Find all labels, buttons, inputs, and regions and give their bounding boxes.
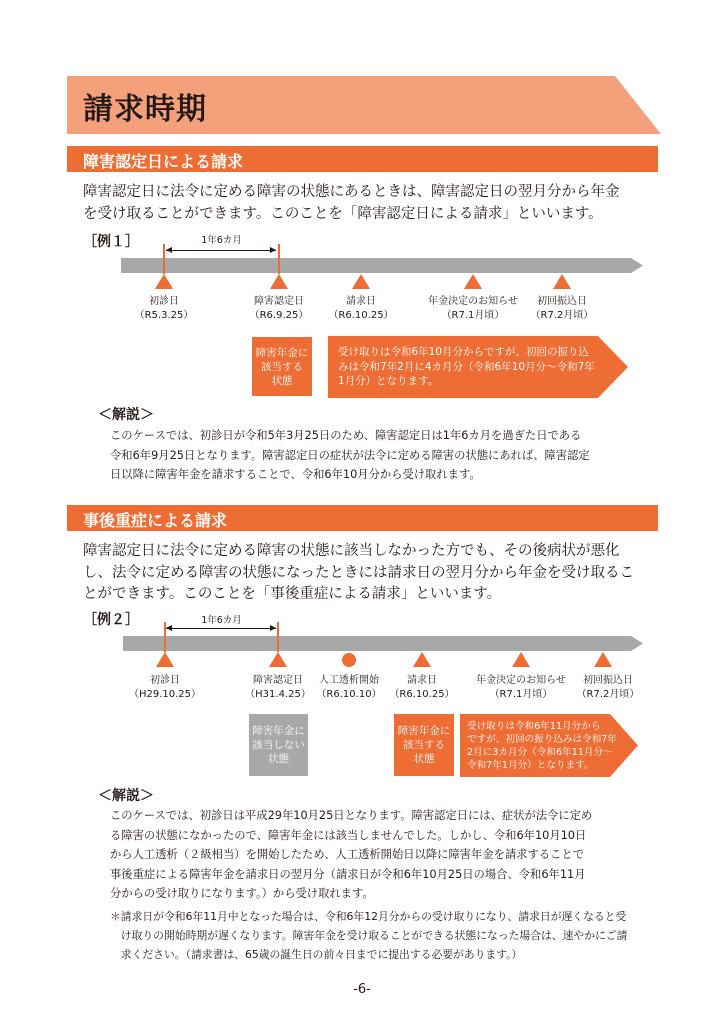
example1-start-tick [163, 244, 165, 274]
marker-triangle [270, 274, 288, 289]
marker-triangle [553, 274, 571, 289]
timeline-point-label: 初回振込日 （R7.2月頃） [530, 296, 594, 321]
example2-end-tick [277, 622, 279, 652]
section1-heading: 障害認定日による請求 [83, 152, 244, 171]
timeline-point-label: 人工透析開始 （R6.10.10） [316, 675, 382, 700]
example1-end-tick [278, 244, 280, 274]
section2-heading: 事後重症による請求 [83, 511, 228, 530]
marker-triangle [594, 652, 612, 667]
marker-triangle [413, 652, 431, 667]
example2-payment-arrow: 受け取りは令和6年11月分から ですが、初回の振り込みは令和7年 2月に3カ月分（令和6年11月分～ 令和7年1月分）となります。 [460, 714, 638, 777]
timeline-point-label: 請求日 （R6.10.25） [328, 296, 394, 321]
timeline-point-label: 初診日 （H29.10.25） [128, 675, 202, 700]
timeline-point-label: 障害認定日 （H31.4.25） [245, 675, 311, 700]
section2-intro-line: 障害認定日に法令に定める障害の状態に該当しなかった方でも、その後病状が悪化 [83, 543, 620, 559]
section2-intro [83, 541, 634, 606]
marker-triangle [155, 274, 173, 289]
section2-intro-line: とができます。このことを「事後重症による請求」といいます。 [83, 586, 502, 602]
section2-heading-bar [67, 505, 658, 531]
timeline-point-label: 年金決定のお知らせ （R7.1月頃） [476, 675, 566, 700]
marker-triangle [464, 274, 482, 289]
section2-intro-line: し、法令に定める障害の状態になったときには請求日の翌月分から年金を受け取るこ [83, 564, 634, 581]
status-box-not-eligible: 障害年金に 該当しない 状態 [249, 714, 308, 776]
example2-span-arrow [166, 628, 276, 629]
explanation1-text: このケースでは、初診日が令和5年3月25日のため、障害認定日は1年6カ月を過ぎた日である 令和6年9月25日となります。障害認定日の症状が法令に定める障害の状態にあれば、障害認定 日以降に障害年金を請求することで、令和6年10月分から受け取れます。 [110, 429, 590, 481]
timeline-point-label: 障害認定日 （R6.9.25） [249, 296, 309, 321]
marker-circle [342, 653, 356, 667]
footnote: ＊請求日が令和6年11月中となった場合は、令和6年12月分からの受け取りになり、請求日が遅くなると受 け取りの開始時期が遅くなります。障害年金を受け取ることができる状態になった場合は、速やかにご請 求ください。（請求書は、65歳の誕生日の前々日までに提出する必要があります。） [110, 910, 628, 961]
timeline-point-label: 請求日 （R6.10.25） [389, 675, 455, 700]
timeline-point-label: 年金決定のお知らせ （R7.1月頃） [428, 296, 518, 321]
section1-heading-bar [67, 146, 658, 172]
example1-payment-arrow: 受け取りは令和6年10月分からですが、初回の振り込 みは令和7年2月に4カ月分（令和6年10月分～令和7年 1月分）となります。 [328, 336, 628, 398]
timeline-point-label: 初診日 （R5.3.25） [134, 296, 194, 321]
example1-span-label: 1年6カ月 [201, 235, 242, 246]
section1-intro [83, 182, 620, 225]
explanation2-heading: ＜解説＞ [98, 788, 154, 804]
marker-triangle [269, 652, 287, 667]
example1-span-arrow [166, 250, 276, 251]
explanation1-heading: ＜解説＞ [98, 407, 154, 423]
section1-intro-line: 障害認定日に法令に定める障害の状態にあるときは、障害認定日の翌月分から年金 [83, 184, 620, 200]
example1-label: ［例１］ [83, 234, 139, 250]
example1-timeline-bar [121, 258, 643, 273]
explanation2-text: このケースでは、初診日は平成29年10月25日となります。障害認定日には、症状が法令に定め る障害の状態になかったので、障害年金には該当しませんでした。しかし、令和6年10月10日 から人工透析（２級相当）を開始したため、人工透析開始日以降に障害年金を請求することで 事後重症による障害年金を請求日の翌月分（請求日が令和6年10月25日の場合、令和6年11月 分からの受け取りになります。）から受け取れます。 [110, 809, 593, 900]
marker-triangle [156, 652, 174, 667]
status-box-eligible: 障害年金に 該当する 状態 [394, 714, 454, 776]
section1-intro-line: を受け取ることができます。このことを「障害認定日による請求」といいます。 [83, 205, 603, 222]
marker-triangle [512, 652, 530, 667]
page-title: 請求時期 [83, 92, 207, 127]
timeline-point-label: 初回振込日 （R7.2月頃） [576, 675, 640, 700]
example2-label: ［例２］ [83, 612, 139, 628]
example2-span-label: 1年6カ月 [201, 615, 242, 626]
marker-triangle [352, 274, 370, 289]
example2-start-tick [164, 622, 166, 652]
page-number: -6- [353, 982, 371, 997]
example2-timeline-bar [123, 636, 643, 651]
status-box-eligible: 障害年金に 該当する 状態 [252, 337, 312, 396]
